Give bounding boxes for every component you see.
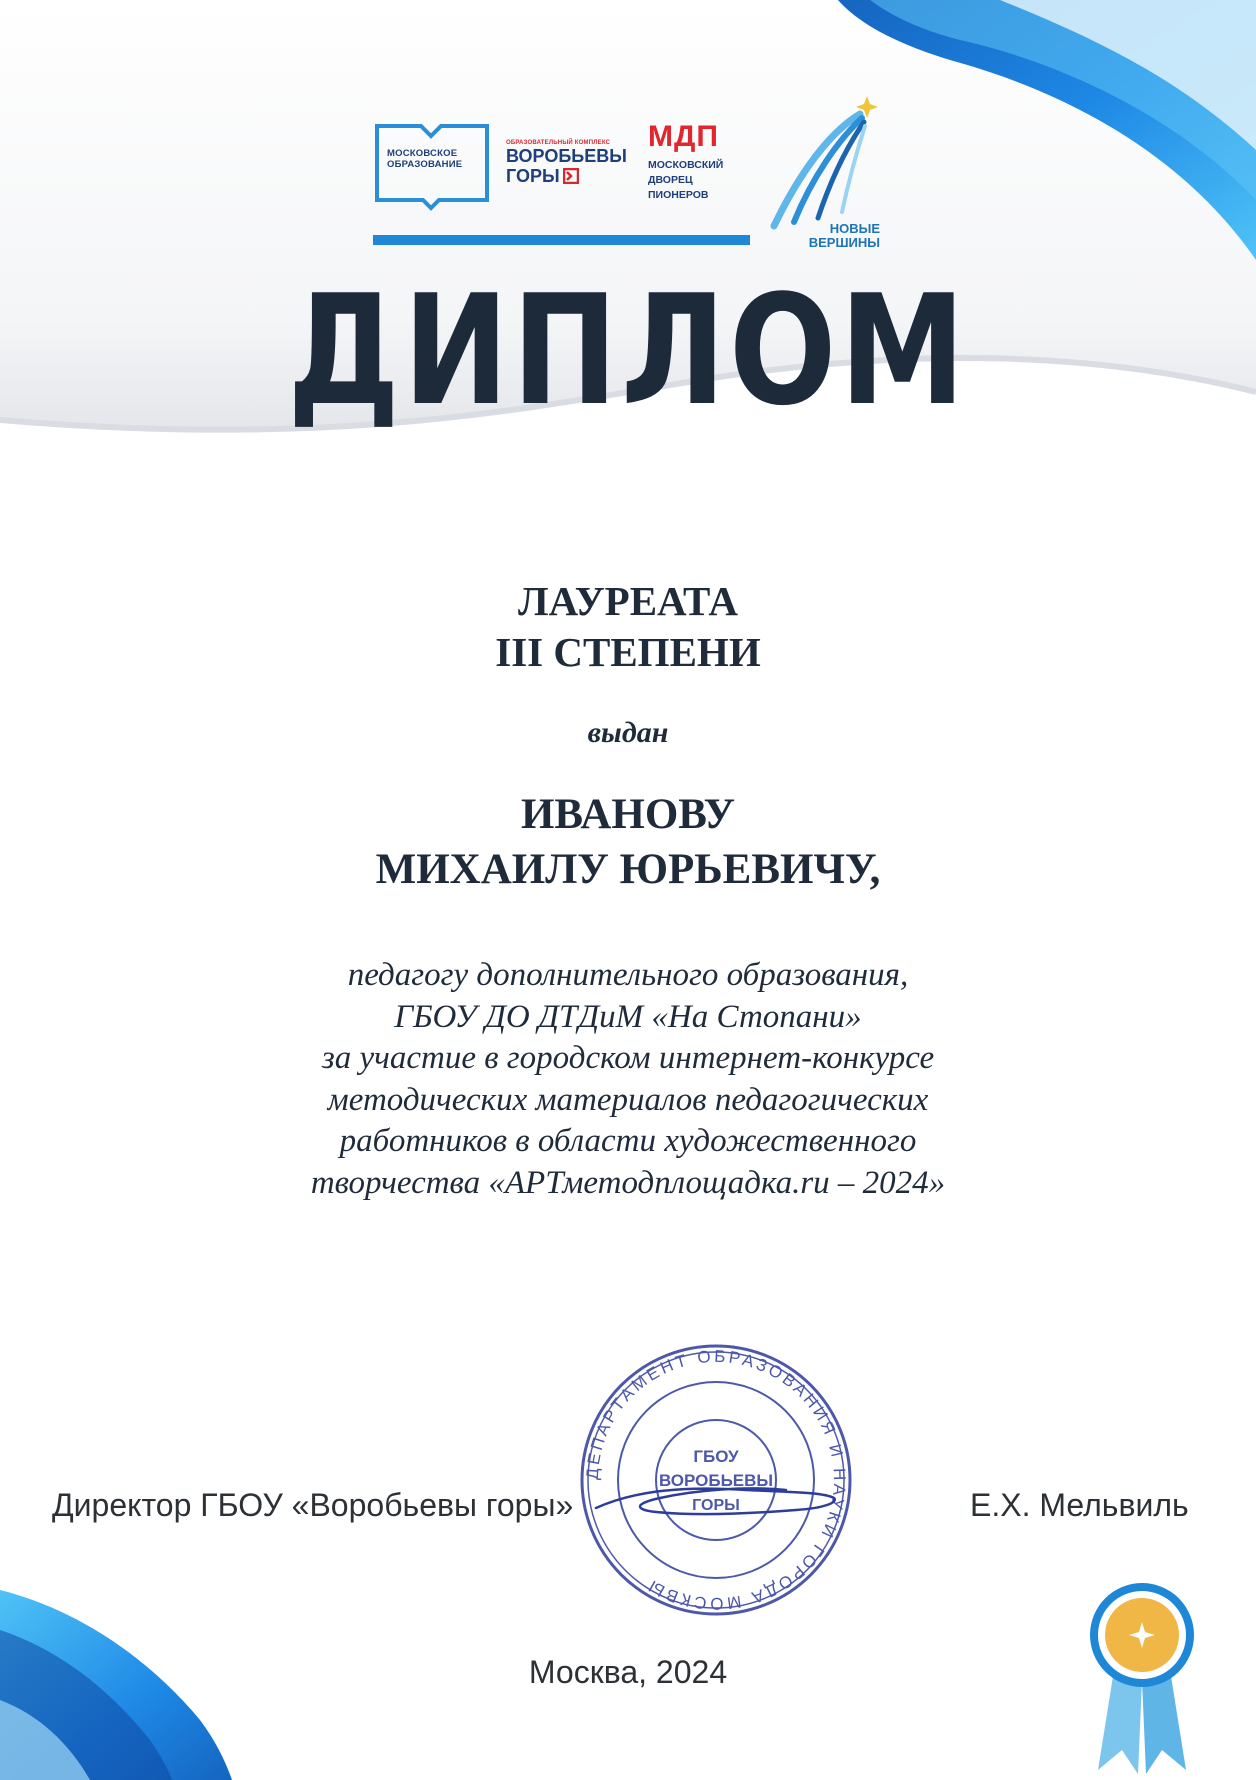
moscow-palace-pioneers-logo — [648, 120, 758, 220]
director-position: Директор ГБОУ «Воробьевы горы» — [52, 1487, 574, 1523]
diploma-title: ДИПЛОМ — [287, 262, 969, 439]
seal-center-line-3: ГОРЫ — [692, 1497, 740, 1514]
moscow-education-text: МОСКОВСКОЕ ОБРАЗОВАНИЕ — [387, 148, 463, 170]
issued-label: выдан — [587, 716, 669, 749]
vorobyovy-line1: ВОРОБЬЕВЫ — [506, 146, 627, 166]
mdp-text-1: МОСКОВСКИЙ — [648, 159, 724, 171]
description-line: творчества «АРТметодплощадка.ru – 2024» — [310, 1164, 946, 1201]
description-line: методических материалов педагогических — [327, 1081, 929, 1118]
vorobyovy-small-text: ОБРАЗОВАТЕЛЬНЫЙ КОМПЛЕКС — [506, 140, 611, 146]
seal-center-line-1: ГБОУ — [693, 1447, 739, 1466]
description-line: педагогу дополнительного образования, — [347, 957, 909, 993]
recipient-given-names: МИХАИЛУ ЮРЬЕВИЧУ, — [375, 846, 881, 893]
city-year: Москва, 2024 — [528, 1654, 728, 1690]
recipient-surname: ИВАНОВУ — [520, 791, 736, 838]
rocket-swoosh-icon — [760, 92, 890, 232]
recipient-name — [0, 787, 1256, 897]
award-description — [0, 955, 1256, 1204]
description-line: ГБОУ ДО ДТДиМ «На Стопани» — [394, 998, 862, 1035]
laureate-degree — [0, 576, 1256, 678]
vorobyovy-gory-logo — [506, 140, 636, 200]
seal-outer-text: ДЕПАРТАМЕНТ ОБРАЗОВАНИЯ И НАУКИ ГОРОДА МОСКВЫ — [582, 1346, 850, 1614]
mdp-letters: МДП — [648, 120, 719, 153]
director-name: Е.Х. Мельвиль — [970, 1487, 1189, 1523]
seal-center-line-2: ВОРОБЬЕВЫ — [658, 1471, 774, 1490]
description-line: работников в области художественного — [339, 1123, 917, 1159]
medal-icon — [1080, 1560, 1205, 1780]
description-line: за участие в городском интернет-конкурсе — [321, 1040, 935, 1076]
vorobyovy-mark-icon — [563, 168, 579, 184]
degree-line-1: ЛАУРЕАТА — [518, 578, 738, 624]
vershiny-text: ВЕРШИНЫ — [808, 235, 880, 250]
novye-text: НОВЫЕ — [829, 221, 880, 236]
vorobyovy-line2: ГОРЫ — [506, 166, 560, 186]
header-divider-line — [373, 235, 750, 245]
mdp-text-2: ДВОРЕЦ — [648, 174, 693, 186]
moscow-education-logo — [373, 120, 491, 212]
novye-vershiny-logo — [760, 92, 890, 262]
official-seal — [576, 1340, 856, 1620]
mdp-text-3: ПИОНЕРОВ — [648, 189, 709, 201]
degree-line-2: III СТЕПЕНИ — [495, 629, 761, 675]
